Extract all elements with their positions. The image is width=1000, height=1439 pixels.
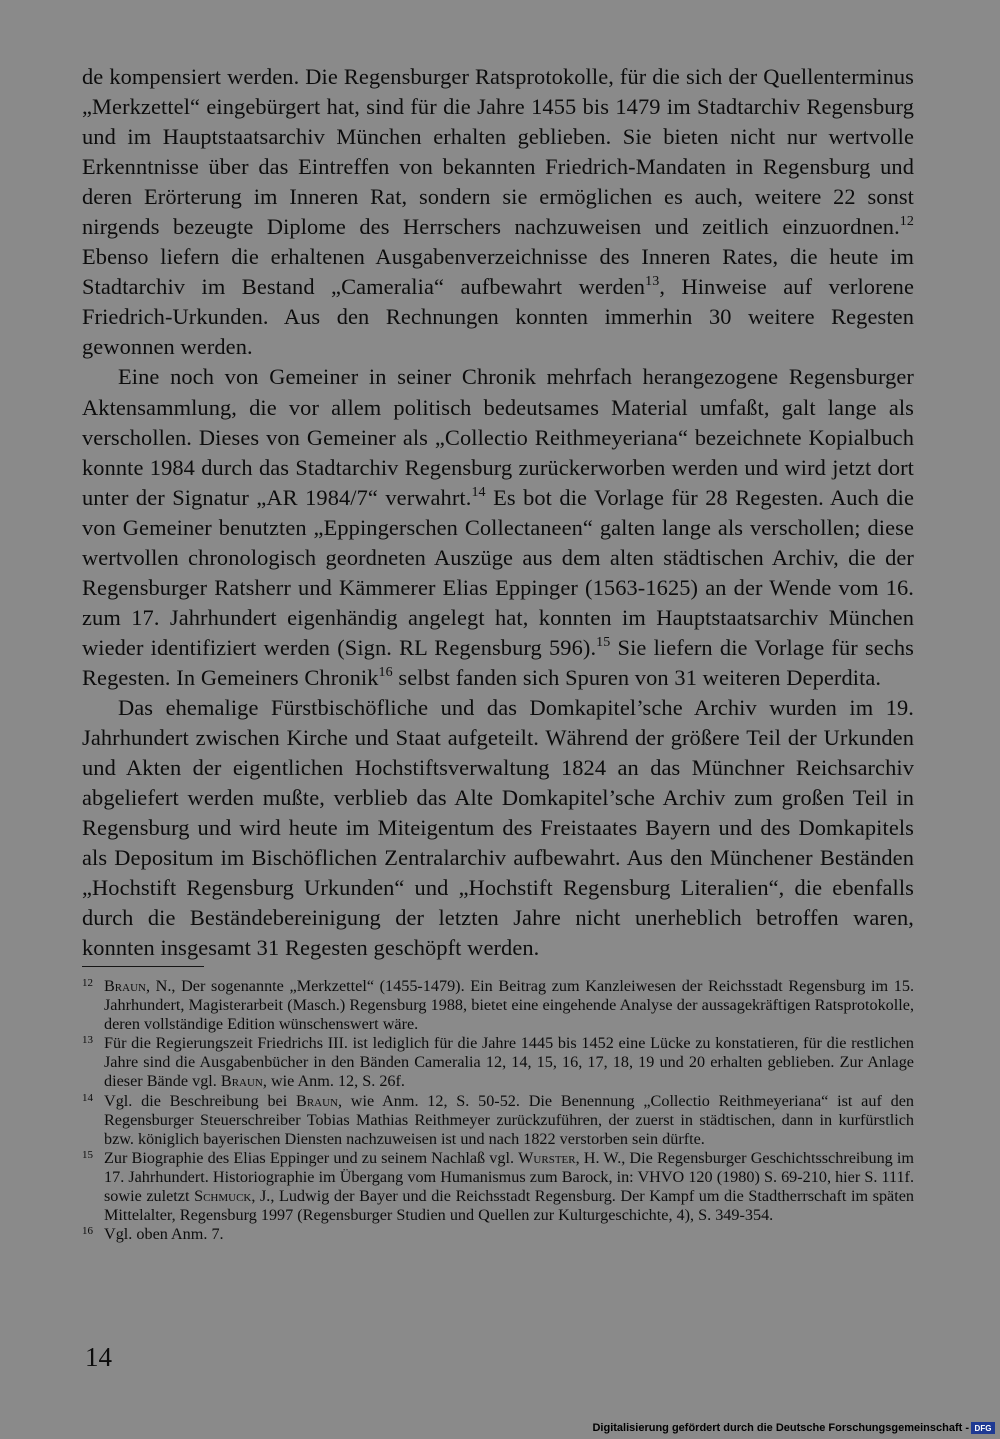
text-run: , H. W., Die Regensburger Geschichtsschreibung im 17. Jahrhundert. Historiographie im Übergang vom Humanismus zum Barock, in: VHVO 120 (1980) S. 69-210, hier S. 111f. sowie zuletzt xyxy=(104,1148,915,1206)
text-run: selbst fanden sich Spuren von 31 weiteren Deperdita. xyxy=(392,664,882,690)
page-number: 14 xyxy=(85,1342,112,1372)
footnote-number: 12 xyxy=(82,977,93,989)
footnote-14 xyxy=(82,1092,914,1149)
text-run: , Hinweise auf verlorene Friedrich-Urkunden. Aus den Rechnungen konnten immerhin 30 weitere Regesten gewonnen werden. xyxy=(82,274,915,360)
footnote-15 xyxy=(82,1149,914,1225)
footnote-number: 16 xyxy=(82,1225,93,1238)
footnote-12 xyxy=(82,977,914,1034)
footnote-number: 14 xyxy=(82,1091,93,1104)
footnote-number: 15 xyxy=(82,1148,93,1161)
dfg-footer xyxy=(592,1422,995,1434)
footnote-reference: 14 xyxy=(471,484,486,500)
text-run: Es bot die Vorlage für 28 Regesten. Auch die von Gemeiner benutzten „Eppingerschen Collectaneen“ galten lange als verschollen; diese wertvollen chronologisch geordneten Auszüge aus dem alten städtischen Archiv, die der Regensburger Ratsherr und Kämmerer Elias Eppinger (1563-1625) an der Wende vom 16. zum 17. Jahrhundert eigenhändig angelegt hat, konnten im Hauptstaatsarchiv München wieder identifiziert werden (Sign. RL Regensburg 596). xyxy=(82,484,915,660)
footnote-reference: 12 xyxy=(899,214,914,230)
footnote-16 xyxy=(82,1225,914,1244)
author-name: Schmuck xyxy=(194,1187,252,1206)
text-run: Eine noch von Gemeiner in seiner Chronik mehrfach herangezogene Regensburger Aktensammlung, die vor allem politisch bedeutsames Material umfaßt, galt lange als verschollen. Dieses von Gemeiner als „Collectio Reithmeyeriana“ bezeichnete Kopialbuch konnte 1984 durch das Stadtarchiv Regensburg zurückerworben werden und wird jetzt dort unter der Signatur „AR 1984/7“ verwahrt. xyxy=(82,364,914,510)
author-name: Braun xyxy=(104,977,146,995)
text-run: Für die Regierungszeit Friedrichs III. ist lediglich für die Jahre 1445 bis 1452 eine Lücke zu konstatieren, für die restlichen Jahre sind die Ausgabenbücher in den Bänden Cameralia 12, 14, 15, 16, 17, 18, 19 und 20 erhalten geblieben. Zur Anlage dieser Bände vgl. xyxy=(104,1034,914,1091)
text-run: , wie Anm. 12, S. 50-52. Die Benennung „Collectio Reithmeyeriana“ ist auf den Regensburger Steuerschreiber Tobias Mathias Reithmeyer zurückzuführen, der zuerst in städtischen, dann in kurfürstlich bzw. königlich bayerischen Diensten nachzuweisen ist und nach 1822 verstorben sein dürfte. xyxy=(104,1091,915,1148)
footer-text: Digitalisierung gefördert durch die Deutsche Forschungsgemeinschaft - xyxy=(592,1422,969,1434)
footnote-13 xyxy=(82,1034,914,1091)
text-run: Das ehemalige Fürstbischöfliche und das Domkapitel’sche Archiv wurden im 19. Jahrhundert zwischen Kirche und Staat aufgeteilt. Während der größere Teil der Urkunden und Akten der eigentlichen Hochstiftsverwaltung 1824 an das Münchner Reichsarchiv abgeliefert werden mußte, verblieb das Alte Domkapitel’sche Archiv zum großen Teil in Regensburg und wird heute im Miteigentum des Freistaates Bayern und des Domkapitels als Depositum im Bischöflichen Zentralarchiv aufbewahrt. Aus den Münchener Beständen „Hochstift Regensburg Urkunden“ und „Hochstift Regensburg Literalien“, die ebenfalls durch die Beständebereinigung der letzten Jahre nicht unerheblich betroffen waren, konnten insgesamt 31 Regesten geschöpft werden. xyxy=(82,694,914,961)
author-name: Wurster xyxy=(518,1148,576,1167)
text-run: Zur Biographie des Elias Eppinger und zu seinem Nachlaß vgl. xyxy=(104,1148,519,1167)
footnote-reference: 16 xyxy=(378,664,393,680)
text-run: de kompensiert werden. Die Regensburger Ratsprotokolle, für die sich der Quellenterminus „Merkzettel“ eingebürgert hat, sind für die Jahre 1455 bis 1479 im Stadtarchiv Regensburg und im Hauptstaatsarchiv München erhalten geblieben. Sie bieten nicht nur wertvolle Erkenntnisse über das Eintreffen von bekannten Friedrich-Mandaten in Regensburg und deren Erörterung im Inneren Rat, sondern sie ermöglichen es auch, weitere 22 sonst nirgends bezeugte Diplome des Herrschers nachzuweisen und zeitlich einzuordnen. xyxy=(82,64,914,240)
text-run: Vgl. oben Anm. 7. xyxy=(104,1225,224,1244)
text-run: , J., Ludwig der Bayer und die Reichsstadt Regensburg. Der Kampf um die Stadtherrschaft im späten Mittelalter, Regensburg 1997 (Regensburger Studien und Quellen zur Kulturgeschichte, 4), S. 349-354. xyxy=(104,1187,914,1225)
author-name: Braun xyxy=(296,1091,338,1110)
paragraph-1 xyxy=(82,62,914,362)
text-run: Sie liefern die Vorlage für sechs Regesten. In Gemeiners Chronik xyxy=(82,634,914,690)
author-name: Braun xyxy=(220,1072,263,1091)
text-run: , wie Anm. 12, S. 26f. xyxy=(262,1072,405,1091)
paragraph-3 xyxy=(82,693,914,963)
text-run: Vgl. die Beschreibung bei xyxy=(104,1091,297,1110)
footnote-separator xyxy=(82,966,204,967)
footnote-number: 13 xyxy=(82,1034,93,1047)
footnote-reference: 13 xyxy=(645,274,660,290)
footnote-reference: 15 xyxy=(596,634,611,650)
text-run: , N., Der sogenannte „Merkzettel“ (1455-1479). Ein Beitrag zum Kanzleiwesen der Reichsstadt Regensburg im 15. Jahrhundert, Magisterarbeit (Masch.) Regensburg 1988, bietet eine eingehende Analyse der aussagekräftigen Ratsprotokolle, deren vollständige Edition wünschenswert wäre. xyxy=(104,977,914,1034)
dfg-logo-icon: DFG xyxy=(971,1422,995,1434)
text-run: Ebenso liefern die erhaltenen Ausgabenverzeichnisse des Inneren Rates, die heute im Stadtarchiv im Bestand „Cameralia“ aufbewahrt werden xyxy=(82,244,914,300)
paragraph-2 xyxy=(82,362,914,693)
body-text xyxy=(82,62,914,963)
footnotes xyxy=(82,977,914,1244)
